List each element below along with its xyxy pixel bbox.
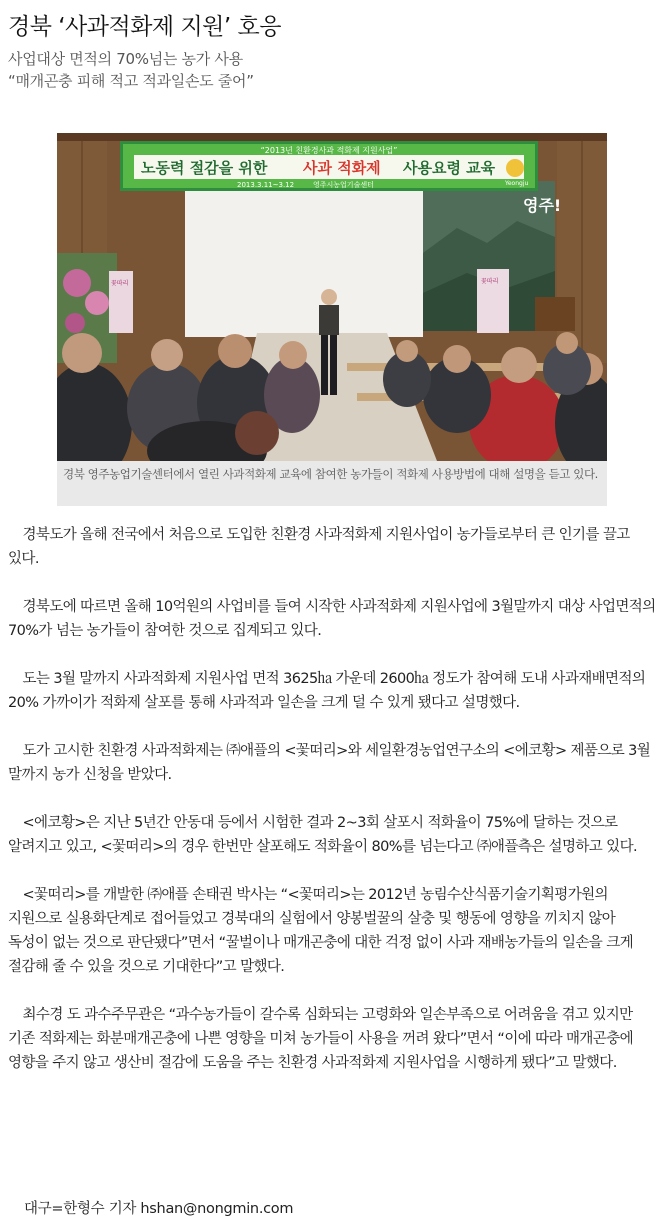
article-subheadlines [8, 48, 254, 92]
article-byline: 대구=한형수 기자 hshan@nongmin.com [24, 1201, 294, 1217]
standee-right-text: 꽃따리 [481, 278, 499, 285]
article-paragraph: <꽃떠리>를 개발한 ㈜애플 손태권 박사는 “<꽃떠리>는 2012년 농림수산식품기술기획평가원의 지원으로 실용화단계로 접어들었고 경북대의 실험에서 양봉벌꿀의 살충 및 행동에 영향을 끼치지 않아 독성이 없는 것으로 판단됐다”면서 “꿀벌이나 매개곤충에 대한 걱정 없이 사과 재배농가들의 일손을 크게 절감해 줄 수 있을 것으로 기대한다”고 말했다. [8, 887, 634, 975]
banner-date: 2013.3.11~3.12 [237, 181, 295, 189]
article-paragraph: 경북도가 올해 전국에서 처음으로 도입한 친환경 사과적화제 지원사업이 농가들로부터 큰 인기를 끌고 있다. [8, 527, 630, 567]
photo-figure [57, 133, 607, 506]
photo-illustration [57, 133, 607, 461]
banner-org: 영주시농업기술센터 [313, 181, 374, 189]
standee-left-text: 꽃따리 [111, 280, 129, 287]
article-photo[interactable] [57, 133, 607, 461]
article-paragraph: <에코황>은 지난 5년간 안동대 등에서 시험한 결과 2~3회 살포시 적화율이 75%에 달하는 것으로 알려지고 있고, <꽃떠리>의 경우 한번만 살포해도 적화율이 80%를 넘는다고 ㈜애플측은 설명하고 있다. [8, 815, 638, 855]
article-paragraph: 도는 3월 말까지 사과적화제 지원사업 면적 3625㏊ 가운데 2600㏊ 정도가 참여해 도내 사과재배면적의 20% 가까이가 적화제 살포를 통해 사과적과 일손을 크게 덜 수 있게 됐다고 설명했다. [8, 671, 646, 711]
article-body [8, 523, 656, 1099]
article-paragraph: 경북도에 따르면 올해 10억원의 사업비를 들여 시작한 사과적화제 지원사업에 3월말까지 대상 사업면적의 70%가 넘는 농가들이 참여한 것으로 집계되고 있다. [8, 599, 656, 639]
banner-top-text: “2013년 친환경사과 적화제 지원사업” [260, 146, 398, 155]
subheadline-1: 사업대상 면적의 70%넘는 농가 사용 [8, 50, 243, 68]
wall-text: 영주! [523, 196, 562, 215]
banner-main-right: 사용요령 교육 [403, 159, 496, 177]
photo-caption: 경북 영주농업기술센터에서 열린 사과적화제 교육에 참여한 농가들이 적화제 사용방법에 대해 설명을 듣고 있다. [63, 467, 598, 481]
article-paragraph: 도가 고시한 친환경 사과적화제는 ㈜애플의 <꽃떠리>와 세일환경농업연구소의 <에코황> 제품으로 3월 말까지 농가 신청을 받았다. [8, 743, 651, 783]
subheadline-2: “매개곤충 피해 적고 적과일손도 줄어” [8, 72, 254, 90]
banner-main-left: 노동력 절감을 위한 [141, 159, 268, 177]
banner-logo: Yeongju [505, 180, 529, 187]
banner-main-highlight: 사과 적화제 [303, 159, 381, 177]
article-paragraph: 최수경 도 과수주무관은 “과수농가들이 갈수록 심화되는 고령화와 일손부족으로 어려움을 겪고 있지만 기존 적화제는 화분매개곤충에 나쁜 영향을 미쳐 농가들이 사용을 꺼려 왔다”면서 “이에 따라 매개곤충에 영향을 주지 않고 생산비 절감에 도움을 주는 친환경 사과적화제 지원사업을 시행하게 됐다”고 말했다. [8, 1007, 634, 1071]
article-headline: 경북 ‘사과적화제 지원’ 호응 [8, 14, 281, 40]
